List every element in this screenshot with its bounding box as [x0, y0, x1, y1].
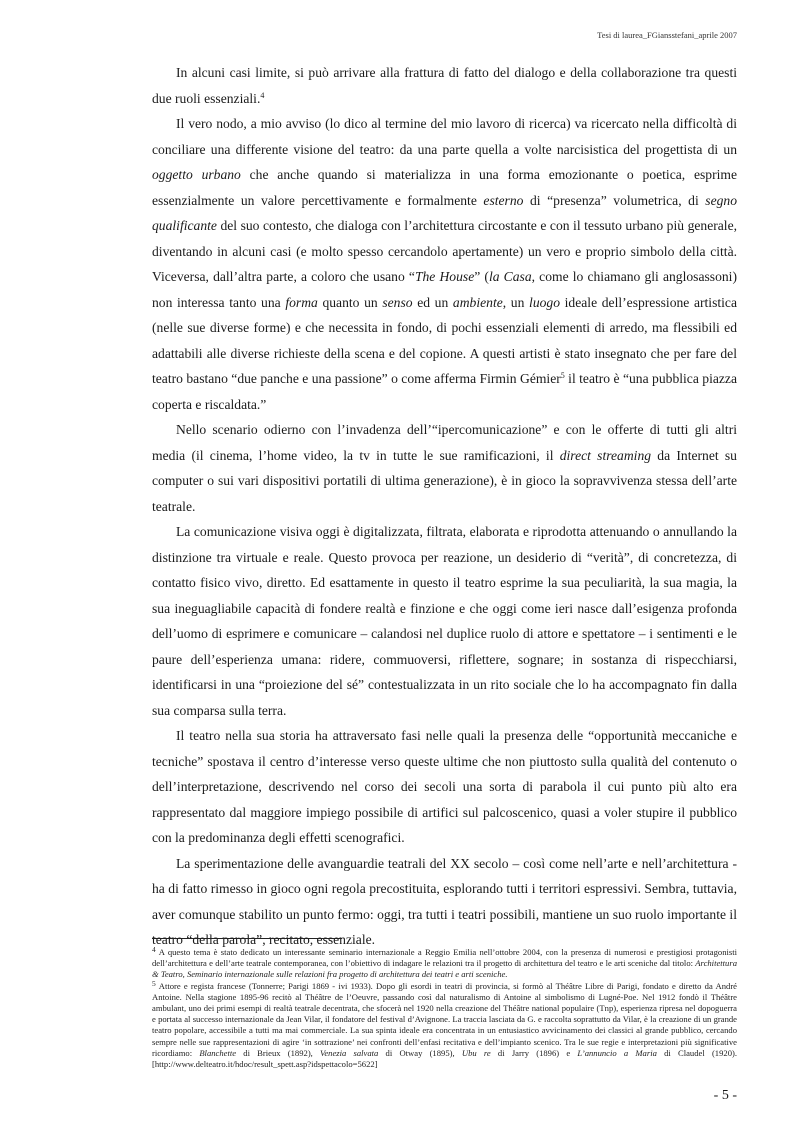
text-run: quanto un [317, 294, 383, 310]
italic-text: Blanchette [199, 1047, 237, 1058]
footnote-reference: 5 [560, 371, 565, 380]
text-run: di Claudel (1920). [http://www.delteatro.it/hdoc/result_spett.asp?idspettacolo=5622] [152, 1047, 737, 1070]
text-run: In alcuni casi limite, si può arrivare alla frattura di fatto del dialogo e della collaborazione tra questi due ruoli essenziali. [152, 65, 737, 106]
italic-text: senso [382, 294, 413, 310]
italic-text: Architettura & Teatro, Seminario internazionale sulle relazioni fra progetto di architettura dei teatri e arti sceniche. [152, 958, 737, 980]
text-run: che anche quando si materializza in una forma emozionante o poetica, esprime essenzialmente un valore percettivamente e formalmente [152, 167, 737, 208]
paragraph [152, 519, 737, 723]
text-run: di “presenza” volumetrica, di [523, 192, 706, 208]
paragraph [152, 417, 737, 519]
text-run: A questo tema è stato dedicato un interessante seminario internazionale a Reggio Emilia nell’ottobre 2004, con la presenza di numerosi e prestigiosi protagonisti dell’architettura e dell’arte teatrale contemporanea, con l’obiettivo di indagare le relazioni tra il progetto di architettura del teatro e le arti sceniche dal titolo: [152, 947, 737, 969]
italic-text: ambiente [452, 294, 503, 310]
text-run: La sperimentazione delle avanguardie teatrali del XX secolo – così come nell’arte e nell’architettura - ha di fatto rimesso in gioco ogni regola precostituita, esplorando tutti i territori espressivi. Sembra, tuttavia, aver comunque stabilito un punto fermo: oggi, tra tutti i teatri possibili, mantiene un suo ruolo importante il teatro “della parola”, recitato, essenziale. [152, 855, 737, 947]
italic-text: luogo [529, 294, 561, 310]
italic-text: esterno [483, 192, 524, 208]
text-run: Il teatro nella sua storia ha attraversato fasi nelle quali la presenza delle “opportunità meccaniche e tecniche” spostava il centro d’interesse verso queste ultime che non piuttosto sulla qualità del contenuto o dell’interpretazione, descrivendo nel corso dei secoli una sorta di parabola il cui punto più alto era rappresentato dal maggiore impiego possibile di artifici sul palcoscenico, quasi a voler stupire il pubblico con la predominanza degli effetti scenografici. [152, 728, 737, 845]
text-run: La comunicazione visiva oggi è digitalizzata, filtrata, elaborata e riprodotta attenuando o annullando la distinzione tra virtuale e reale. Questo provoca per reazione, un desiderio di “verità”, di concretezza, di contatto fisico vivo, diretto. Ed esattamente in questo il teatro esprime la sua peculiarità, la sua magia, la sua ineguagliabile capacità di fondere realtà e finzione e che oggi come ieri nasce dall’esigenza profonda dell’uomo di esprimere e comunicare – calandosi nel duplice ruolo di attore e spettatore – i sentimenti e le paure dell’esperienza umana: ridere, commuoversi, riflettere, sognare; in sostanza di rispecchiarsi, identificarsi in una “proiezione del sé” contestualizzata in un rito sociale che lo ha accompagnato fin dalla sua comparsa sulla terra. [152, 524, 737, 718]
text-run: da Internet su computer o sui vari dispositivi portatili di ultima generazione), è in gioco la sopravvivenza stessa dell’arte teatrale. [152, 447, 737, 514]
italic-text: forma [285, 294, 318, 310]
italic-text: oggetto urbano [152, 167, 241, 182]
text-run: di Otway (1895), [378, 1047, 462, 1058]
footnote-number: 5 [152, 978, 156, 988]
footnote-separator [152, 938, 342, 939]
footnote [152, 978, 737, 1071]
paragraph [152, 111, 737, 417]
italic-text: L’annuncio a Maria [577, 1047, 657, 1058]
footnote [152, 947, 737, 981]
text-run: del suo contesto, che dialoga con l’architettura circostante e con il tessuto urbano più generale, diventando in alcuni casi (e molto spesso cercandolo apertamente) un vero e proprio simbolo della città. Viceversa, dall’altra parte, a coloro che usano “ [152, 218, 737, 284]
running-header: Tesi di laurea_FGiansstefani_aprile 2007 [597, 30, 737, 40]
italic-text: Ubu re [461, 1047, 491, 1058]
paragraph [152, 723, 737, 851]
italic-text: direct streaming [559, 447, 652, 463]
body-text [152, 60, 737, 953]
text-run: di Brieux (1892), [236, 1047, 321, 1058]
text-run: , come lo chiamano gli anglosassoni) non interessa tanto una [152, 269, 737, 310]
footnotes [152, 947, 737, 1070]
text-run: ideale dell’espressione artistica (nelle sue diverse forme) e che necessita in fondo, di pochi essenziali elementi di arredo, ma flessibili ed adattabili alle diverse richieste della scena e del copione. A questi artisti è stato insegnato che per fare del teatro bastano “due panche e una passione” o come afferma Firmin Gémier [152, 294, 737, 386]
footnote-reference: 4 [260, 90, 265, 100]
page-number: - 5 - [713, 1088, 737, 1103]
italic-text: segno qualificante [152, 192, 737, 233]
text-run: il teatro è “una pubblica piazza coperta e riscaldata.” [152, 371, 737, 412]
footnote-number: 4 [152, 945, 156, 954]
text-run: ed un [412, 294, 453, 310]
italic-text: la Casa [488, 269, 532, 284]
text-run: Attore e regista francese (Tonnerre; Parigi 1869 - ivi 1933). Dopo gli esordi in teatri di provincia, si formò al Théâtre Libre di Parigi, fondato e diretto da André Antoine. Nella stagione 1895-96 recitò al Théâtre de l’Oeuvre, passando così dal naturalismo di Antoine al simbolismo di Lugné-Poe. Nel 1912 fondò il Théâtre ambulant, uno dei primi esempi di realtà teatrale decentrata, che sfocerà nel 1920 nella creazione del Théâtre national populaire (Tnp), esperienza ripresa nel dopoguerra e portata al successo internazionale da Jean Vilar, il fondatore del festival d’Avignone. La traccia lasciata da G. e raccolta soprattutto da Vilar, è la creazione di un grande teatro popolare, accessibile a tutti ma mai commerciale. La sua spinta ideale era concentrata in un entusiastico avvicinamento dei classici al grande pubblico, cercando sempre nelle sue rappresentazioni di agire ‘in sottrazione’ nei confronti dell’enfasi recitativa e dell’impianto scenico. Tra le sue regie e interpretazioni più significative ricordiamo: [152, 980, 737, 1058]
italic-text: The House [414, 269, 475, 284]
text-run: ” ( [474, 269, 489, 284]
text-run: Nello scenario odierno con l’invadenza dell’“ipercomunicazione” e con le offerte di tutti gli altri media (il cinema, l’home video, la tv in tutte le sue ramificazioni, il [152, 422, 737, 463]
text-run: Il vero nodo, a mio avviso (lo dico al termine del mio lavoro di ricerca) va ricercato nella difficoltà di conciliare una differente visione del teatro: da una parte quella a volte narcisistica del progettista di un [152, 116, 737, 157]
text-run: , un [502, 294, 530, 310]
text-run: di Jarry (1896) e [490, 1047, 578, 1058]
paragraph [152, 60, 737, 111]
italic-text: Venezia salvata [320, 1047, 379, 1058]
